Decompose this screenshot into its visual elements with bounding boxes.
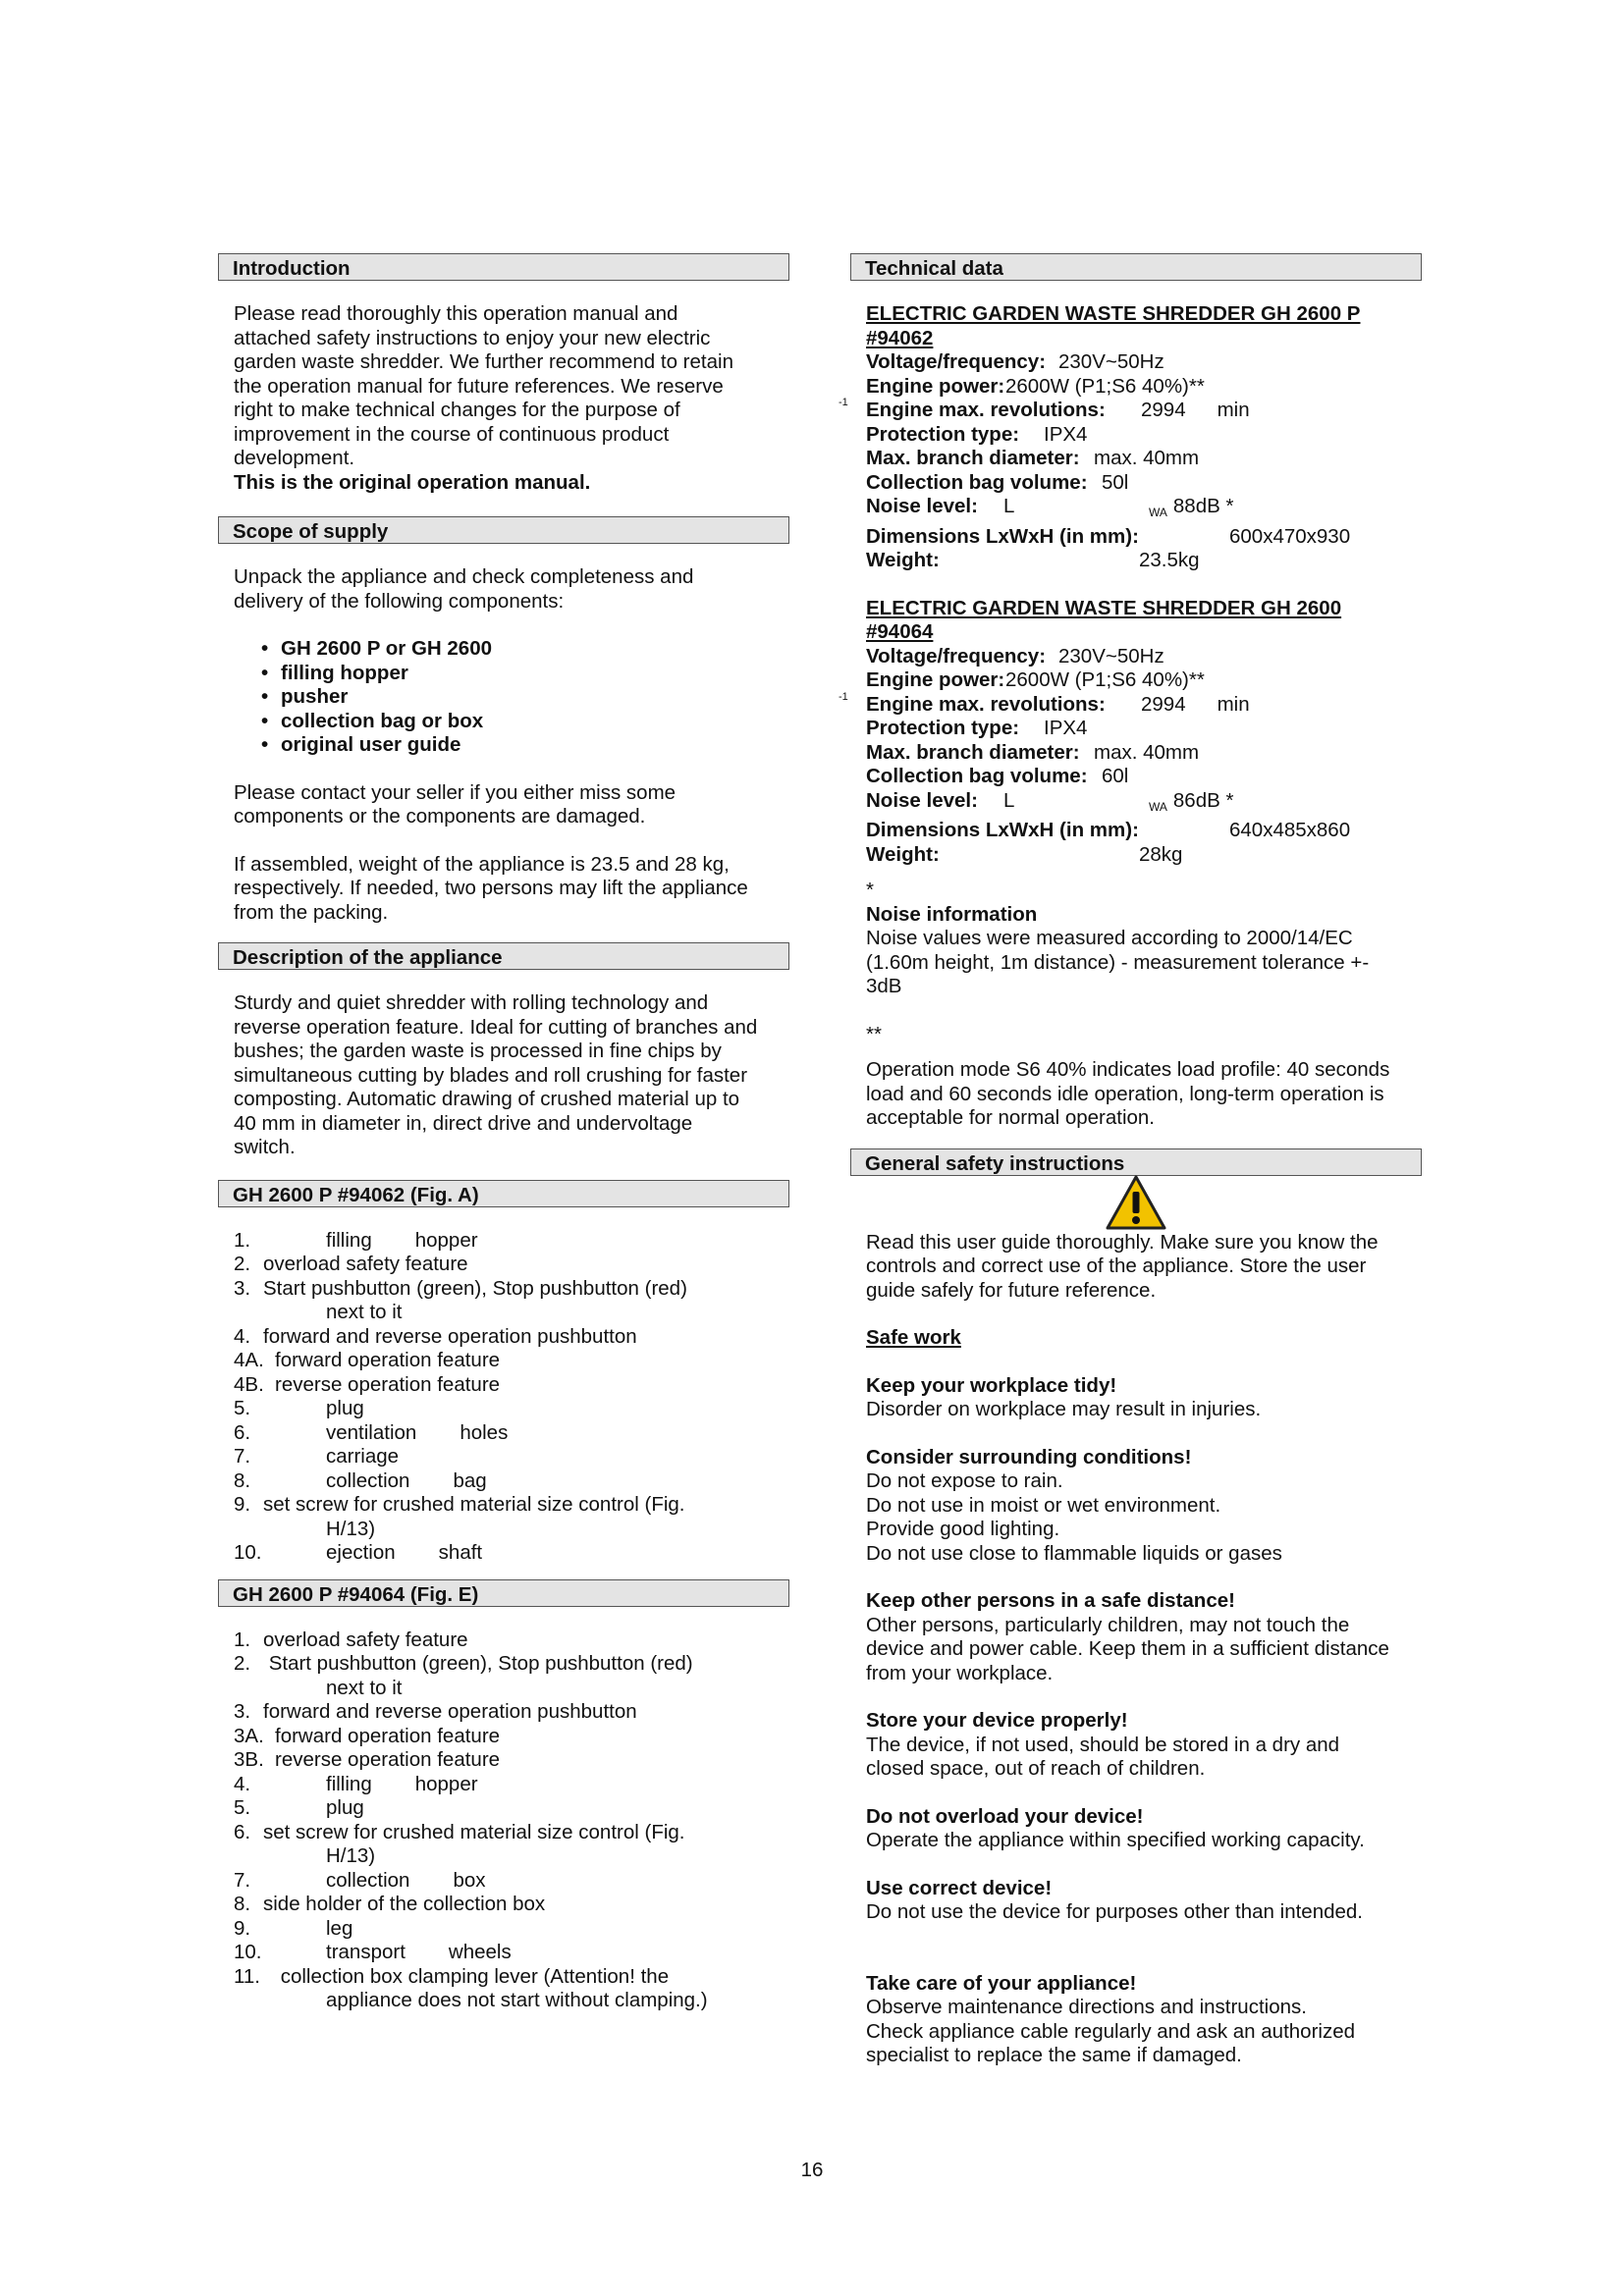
tech-row — [866, 789, 1422, 820]
item-label: Start pushbutton (green), Stop pushbutton (red) — [263, 1276, 687, 1300]
item-label: filling — [326, 1228, 372, 1252]
tech-value: max. 40mm — [1094, 447, 1200, 469]
tech-row — [866, 668, 1422, 693]
tech-value: IPX4 — [1044, 717, 1088, 739]
tech-key: Max. branch diameter: — [866, 740, 1080, 764]
safety-block-line: Do not use close to flammable liquids or gases — [866, 1541, 1282, 1565]
tech-value: 2994 — [1141, 399, 1186, 421]
item-number: 4A. — [234, 1349, 264, 1371]
item-label: Start pushbutton (green), Stop pushbutton (red) — [263, 1652, 693, 1675]
safety-block-title: Do not overload your device! — [866, 1804, 1144, 1828]
tech-subscript: WA — [1149, 506, 1167, 519]
item-label: side holder of the collection box — [263, 1893, 546, 1915]
intro-line: garden waste shredder. We further recommend to retain — [234, 350, 733, 373]
item-label: collection — [326, 1468, 410, 1492]
item-label: set screw for crushed material size control (Fig. — [263, 1820, 685, 1843]
item-continuation: next to it — [326, 1676, 403, 1699]
tech-row — [866, 375, 1422, 400]
desc-line: bushes; the garden waste is processed in fine chips by — [234, 1040, 722, 1062]
item-label: collection box clamping lever (Attention! the — [275, 1964, 670, 1988]
scope-line: delivery of the following components: — [234, 589, 565, 613]
tech-key: Protection type: — [866, 422, 1020, 446]
safety-block-title: Consider surrounding conditions! — [866, 1445, 1192, 1468]
list-item — [234, 1652, 789, 1677]
item-label: overload safety feature — [263, 1253, 468, 1275]
tech-key: Dimensions LxWxH (in mm): — [866, 819, 1139, 841]
item-number: 9. — [234, 1916, 251, 1940]
intro-line: right to make technical changes for the purpose of — [234, 399, 680, 421]
tech-row — [866, 717, 1422, 741]
tech-key: Weight: — [866, 842, 940, 866]
list-item — [234, 1869, 789, 1894]
section-heading-description: Description of the appliance — [218, 942, 789, 970]
tech-value: 230V~50Hz — [1058, 350, 1164, 373]
safe-work-title: Safe work — [866, 1326, 961, 1349]
op-line: acceptable for normal operation. — [866, 1106, 1156, 1129]
list-item — [234, 1253, 789, 1277]
item-continuation: next to it — [326, 1301, 403, 1323]
item-number: 7. — [234, 1445, 251, 1468]
item-number: 5. — [234, 1796, 251, 1819]
item-number: 4. — [234, 1772, 251, 1795]
item-number: 6. — [234, 1420, 251, 1444]
tech-value: 230V~50Hz — [1058, 644, 1164, 667]
item-label: collection — [326, 1868, 410, 1892]
item-label: overload safety feature — [263, 1628, 468, 1651]
noise-line: 3dB — [866, 975, 902, 997]
tech-key: Voltage/frequency: — [866, 350, 1047, 373]
op-line: Operation mode S6 40% indicates load profile: 40 seconds — [866, 1058, 1390, 1081]
fig-a-parts-list — [218, 1229, 789, 1566]
tech-superscript: -1 — [839, 690, 848, 703]
left-column — [218, 253, 789, 2013]
list-item — [234, 1397, 789, 1421]
section-heading-fig-a: GH 2600 P #94062 (Fig. A) — [218, 1180, 789, 1207]
item-label: ejection — [326, 1541, 396, 1564]
list-item — [234, 1325, 789, 1350]
list-item — [234, 1821, 789, 1845]
safety-block-line: Do not expose to rain. — [866, 1469, 1063, 1492]
item-continuation: appliance does not start without clamping.) — [326, 1989, 708, 2011]
noise-notes — [850, 867, 1422, 1131]
model-number: #94064 — [866, 620, 934, 643]
scope-line: respectively. If needed, two persons may lift the appliance — [234, 877, 748, 899]
list-item — [234, 1773, 789, 1797]
tech-value: 86dB * — [1172, 788, 1234, 812]
safety-block-line: Operate the appliance within specified working capacity. — [866, 1829, 1365, 1851]
list-item — [234, 1965, 789, 1990]
tech-row — [866, 843, 1422, 868]
noise-line: (1.60m height, 1m distance) - measurement tolerance +- — [866, 950, 1370, 974]
list-item — [234, 1541, 789, 1566]
description-body — [218, 991, 789, 1160]
safety-block-line: Disorder on workplace may result in injuries. — [866, 1398, 1262, 1420]
list-item — [234, 1493, 789, 1518]
list-item — [234, 1445, 789, 1469]
tech-key: Protection type: — [866, 717, 1020, 739]
tech-key: Engine max. revolutions: — [866, 399, 1106, 421]
tech-row — [866, 741, 1422, 766]
item-label-2: hopper — [414, 1772, 478, 1795]
noise-info-title: Noise information — [866, 902, 1038, 926]
item-label: plug — [326, 1397, 364, 1419]
item-label: ventilation — [326, 1420, 417, 1444]
item-label-2: holes — [460, 1420, 509, 1444]
intro-line: development. — [234, 447, 355, 469]
tech-key: Max. branch diameter: — [866, 447, 1080, 469]
safety-intro-line: Read this user guide thoroughly. Make sure you know the — [866, 1230, 1379, 1254]
desc-line: composting. Automatic drawing of crushed material up to — [234, 1088, 740, 1110]
technical-data-body — [839, 302, 1422, 867]
safety-block-line: Provide good lighting. — [866, 1518, 1060, 1540]
tech-value: 23.5kg — [1139, 549, 1200, 571]
tech-value: 2600W (P1;S6 40%)** — [1005, 374, 1205, 398]
page-number: 16 — [800, 2159, 824, 2181]
scope-line: Unpack the appliance and check completeness and — [234, 565, 694, 588]
safety-block-line: Do not use the device for purposes other than intended. — [866, 1900, 1364, 1923]
footnote-star2: ** — [866, 1022, 882, 1045]
safety-block-line: Check appliance cable regularly and ask an authorized — [866, 2019, 1356, 2043]
section-heading-fig-e: GH 2600 P #94064 (Fig. E) — [218, 1579, 789, 1607]
tech-value: IPX4 — [1044, 422, 1088, 446]
tech-value: max. 40mm — [1094, 740, 1200, 764]
safety-block-title: Store your device properly! — [866, 1709, 1128, 1732]
safety-block-title: Take care of your appliance! — [866, 1971, 1137, 1995]
item-number: 3. — [234, 1276, 251, 1300]
item-number: 7. — [234, 1868, 251, 1892]
list-item — [234, 1229, 789, 1254]
tech-key: Weight: — [866, 549, 940, 571]
tech-unit: min — [1217, 399, 1250, 421]
item-label-2: bag — [453, 1468, 487, 1492]
item-number: 10. — [234, 1941, 262, 1963]
item-number: 3A. — [234, 1724, 264, 1747]
tech-value: 600x470x930 — [1229, 524, 1351, 548]
item-label-2: shaft — [438, 1541, 483, 1564]
item-continuation: H/13) — [326, 1517, 376, 1540]
list-item — [234, 1629, 789, 1653]
list-item: • GH 2600 P or GH 2600 — [281, 637, 789, 662]
tech-row — [866, 423, 1422, 448]
item-label: filling — [326, 1772, 372, 1795]
safety-block-line: specialist to replace the same if damaged. — [866, 2044, 1242, 2066]
intro-line: the operation manual for future references. We reserve — [234, 374, 724, 398]
introduction-body — [218, 302, 789, 495]
item-label: forward and reverse operation pushbutton — [263, 1324, 637, 1348]
list-item — [234, 1277, 789, 1302]
intro-line: Please read thoroughly this operation manual and — [234, 302, 678, 325]
item-continuation: H/13) — [326, 1844, 376, 1867]
scope-line: Please contact your seller if you either miss some — [234, 780, 677, 804]
safety-body — [850, 1231, 1422, 2068]
item-label: forward operation feature — [275, 1349, 501, 1371]
original-manual-note: This is the original operation manual. — [234, 470, 591, 494]
list-item: • collection bag or box — [281, 710, 789, 734]
tech-superscript: -1 — [839, 397, 848, 408]
item-label-2: box — [453, 1868, 486, 1892]
footnote-star: * — [866, 879, 874, 901]
tech-row — [839, 397, 1422, 423]
item-label: reverse operation feature — [275, 1372, 501, 1396]
tech-value: L — [1003, 495, 1015, 517]
safety-intro-line: guide safely for future reference. — [866, 1278, 1157, 1302]
safety-intro-line: controls and correct use of the appliance. Store the user — [866, 1255, 1367, 1277]
safety-block-title: Use correct device! — [866, 1876, 1053, 1899]
tech-row — [866, 819, 1422, 843]
item-label: transport — [326, 1941, 406, 1963]
tech-key: Noise level: — [866, 495, 978, 517]
tech-row — [866, 447, 1422, 471]
item-number: 10. — [234, 1541, 262, 1564]
tech-key: Noise level: — [866, 788, 978, 812]
list-item — [234, 1373, 789, 1398]
section-heading-safety: General safety instructions — [850, 1148, 1422, 1176]
item-number: 3. — [234, 1700, 251, 1723]
scope-line: components or the components are damaged. — [234, 805, 646, 828]
section-heading-scope: Scope of supply — [218, 516, 789, 544]
safety-block-line: The device, if not used, should be stored in a dry and — [866, 1733, 1340, 1756]
list-item — [234, 1748, 789, 1773]
item-label: plug — [326, 1796, 364, 1819]
intro-line: improvement in the course of continuous product — [234, 422, 670, 446]
fig-e-parts-list — [218, 1629, 789, 2013]
item-label-2: wheels — [448, 1941, 512, 1963]
list-item — [234, 1469, 789, 1494]
tech-value: 2994 — [1141, 692, 1186, 716]
item-number: 4. — [234, 1324, 251, 1348]
item-number: 6. — [234, 1820, 251, 1843]
tech-key: Dimensions LxWxH (in mm): — [866, 524, 1139, 548]
tech-key: Voltage/frequency: — [866, 644, 1047, 667]
list-item — [234, 1725, 789, 1749]
item-number: 8. — [234, 1468, 251, 1492]
safety-block-line: Other persons, particularly children, may not touch the — [866, 1613, 1350, 1636]
tech-value: 2600W (P1;S6 40%)** — [1005, 668, 1205, 691]
item-label: set screw for crushed material size control (Fig. — [263, 1493, 685, 1516]
right-column — [839, 253, 1422, 2068]
tech-row — [866, 525, 1422, 550]
item-number: 2. — [234, 1652, 251, 1675]
item-number: 3B. — [234, 1748, 264, 1771]
tech-value: 50l — [1102, 470, 1129, 494]
tech-key: Collection bag volume: — [866, 470, 1088, 494]
safety-block-line: device and power cable. Keep them in a sufficient distance — [866, 1637, 1389, 1660]
tech-key: Engine power: — [866, 374, 1005, 398]
desc-line: switch. — [234, 1136, 296, 1158]
safety-block-line: from your workplace. — [866, 1661, 1054, 1684]
tech-subscript: WA — [1149, 799, 1167, 814]
safety-block-title: Keep your workplace tidy! — [866, 1373, 1117, 1397]
scope-line: If assembled, weight of the appliance is 23.5 and 28 kg, — [234, 852, 730, 876]
item-number: 9. — [234, 1493, 251, 1516]
tech-unit: min — [1217, 692, 1250, 716]
tech-value: L — [1003, 788, 1015, 812]
item-number: 4B. — [234, 1372, 264, 1396]
safety-block-line: Observe maintenance directions and instructions. — [866, 1996, 1307, 2018]
list-item — [234, 1700, 789, 1725]
list-item: • original user guide — [281, 733, 789, 758]
model-title: ELECTRIC GARDEN WASTE SHREDDER GH 2600 P — [866, 302, 1361, 325]
op-line: load and 60 seconds idle operation, long-term operation is — [866, 1082, 1384, 1105]
section-heading-technical-data: Technical data — [850, 253, 1422, 281]
tech-row — [866, 471, 1422, 496]
warning-triangle-icon — [850, 1174, 1422, 1231]
intro-line: attached safety instructions to enjoy your new electric — [234, 326, 711, 349]
tech-value: 88dB * — [1172, 495, 1234, 517]
desc-line: simultaneous cutting by blades and roll crushing for faster — [234, 1063, 748, 1087]
item-number: 2. — [234, 1253, 251, 1275]
safety-blocks — [866, 1374, 1422, 2068]
section-heading-introduction: Introduction — [218, 253, 789, 281]
list-item — [234, 1349, 789, 1373]
list-item — [234, 1796, 789, 1821]
tech-value: 640x485x860 — [1229, 819, 1351, 841]
tech-row — [866, 495, 1422, 525]
item-label: reverse operation feature — [275, 1748, 501, 1771]
item-label-2: hopper — [414, 1228, 478, 1252]
list-item — [234, 1941, 789, 1965]
item-number: 1. — [234, 1628, 251, 1651]
safety-block-line: closed space, out of reach of children. — [866, 1757, 1206, 1780]
item-number: 8. — [234, 1893, 251, 1915]
item-label: forward operation feature — [275, 1724, 501, 1747]
desc-line: 40 mm in diameter in, direct drive and undervoltage — [234, 1111, 693, 1135]
desc-line: Sturdy and quiet shredder with rolling technology and — [234, 991, 709, 1014]
safety-block-title: Keep other persons in a safe distance! — [866, 1589, 1235, 1612]
scope-line: from the packing. — [234, 900, 389, 924]
item-number: 1. — [234, 1228, 251, 1252]
item-label: carriage — [326, 1445, 400, 1468]
tech-row — [866, 350, 1422, 375]
components-list — [234, 637, 789, 758]
list-item — [234, 1917, 789, 1942]
noise-line: Noise values were measured according to 2000/14/EC — [866, 927, 1353, 949]
list-item: • pusher — [281, 685, 789, 710]
list-item — [234, 1421, 789, 1446]
list-item: • filling hopper — [281, 662, 789, 686]
item-number: 11. — [234, 1964, 260, 1988]
item-number: 5. — [234, 1397, 251, 1419]
desc-line: reverse operation feature. Ideal for cutting of branches and — [234, 1015, 758, 1039]
tech-row — [866, 645, 1422, 669]
tech-key: Collection bag volume: — [866, 765, 1088, 787]
item-label: leg — [326, 1916, 353, 1940]
tech-value: 28kg — [1139, 842, 1183, 866]
list-item — [234, 1893, 789, 1917]
model-title: ELECTRIC GARDEN WASTE SHREDDER GH 2600 — [866, 596, 1342, 619]
tech-row — [839, 690, 1422, 718]
tech-key: Engine max. revolutions: — [866, 692, 1106, 716]
safety-block-line: Do not use in moist or wet environment. — [866, 1493, 1221, 1517]
tech-value: 60l — [1102, 765, 1129, 787]
item-label: forward and reverse operation pushbutton — [263, 1700, 637, 1723]
model-number: #94062 — [866, 326, 934, 349]
tech-key: Engine power: — [866, 668, 1005, 691]
tech-row — [866, 765, 1422, 789]
scope-body — [218, 565, 789, 925]
tech-row — [866, 549, 1422, 573]
